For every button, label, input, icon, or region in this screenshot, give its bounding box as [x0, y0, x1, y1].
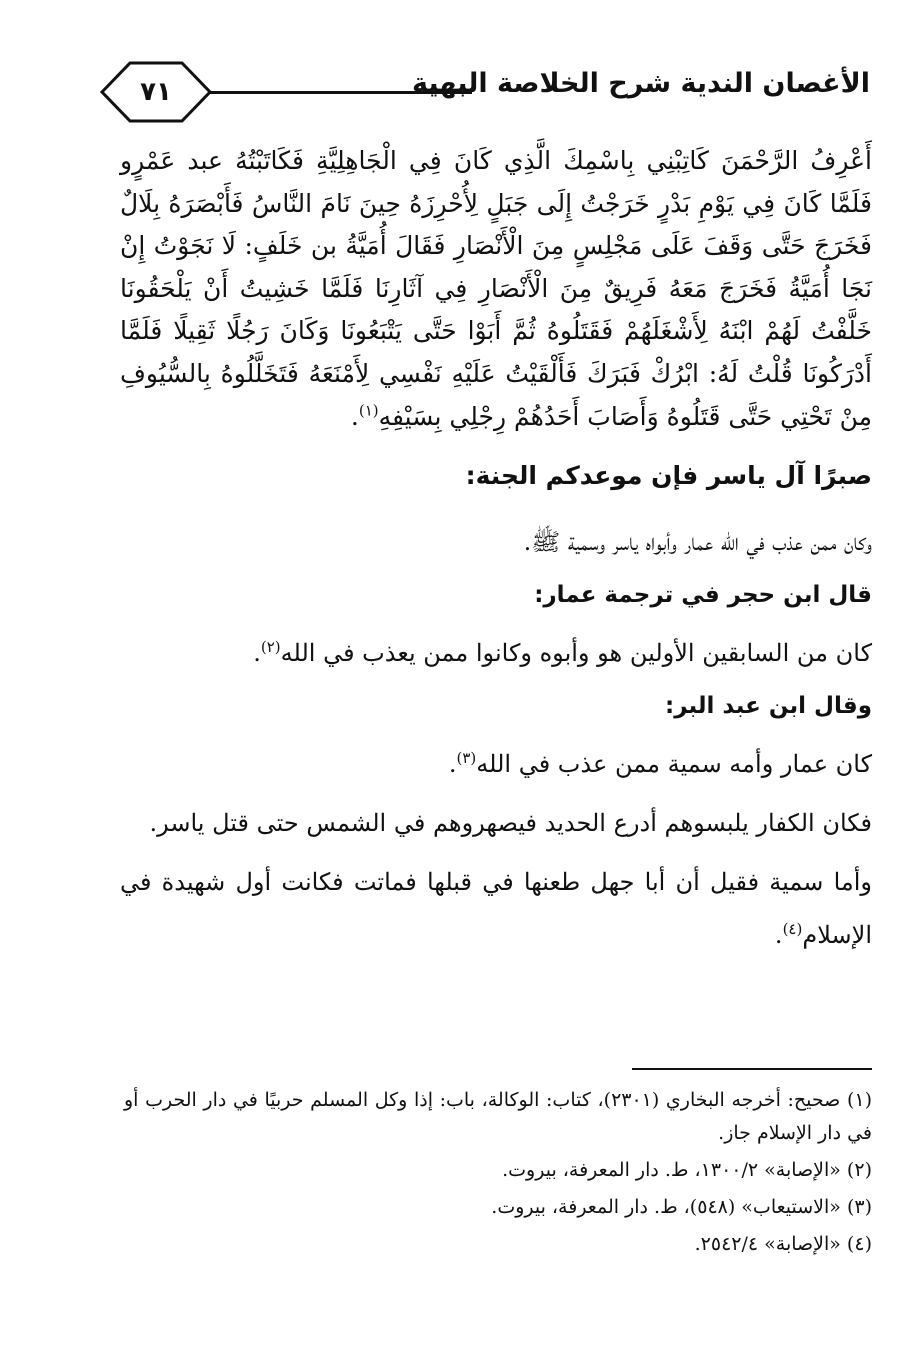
footnote-3: (٣) «الاستيعاب» (٥٤٨)، ط. دار المعرفة، بيروت. — [491, 1196, 872, 1218]
paragraph-2-text: كان من السابقين الأولين هو وأبوه وكانوا ممن يعذب في الله — [280, 639, 872, 668]
footnote-ref-4: (٤) — [782, 920, 803, 939]
footnotes — [124, 1084, 872, 1265]
section-heading: صبرًا آل ياسر فإن موعدكم الجنة: — [465, 461, 872, 491]
narration-text: أَعْرِفُ الرَّحْمَنَ كَاتِبْنِي بِاسْمِكَ الَّذِي كَانَ فِي الْجَاهِلِيَّةِ فَكَاتَبْتُهُ عبد عَمْرٍو فَلَمَّا كَانَ فِي يَوْمِ بَدْرٍ خَرَجْتُ إِلَى جَبَلٍ لِأُحْرِزَهُ حِينَ نَامَ النَّاسُ فَأَبْصَرَهُ بِلَالٌ فَخَرَجَ حَتَّى وَقَفَ عَلَى مَجْلِسٍ مِنَ الْأَنْصَارِ فَقَالَ أُمَيَّةُ بن خَلَفٍ: لَا نَجَوْتُ إِنْ نَجَا أُمَيَّةُ فَخَرَجَ مَعَهُ فَرِيقٌ مِنَ الْأَنْصَارِ فِي آثَارِنَا فَلَمَّا خَشِيتُ أَنْ يَلْحَقُونَا خَلَّفْتُ لَهُمْ ابْنَهُ لِأَشْغَلَهُمْ فَقَتَلُوهُ ثُمَّ أَبَوْا حَتَّى يَتْبَعُونَا وَكَانَ رَجُلًا ثَقِيلًا فَلَمَّا أَدْرَكُونَا قُلْتُ لَهُ: ابْرُكْ فَبَرَكَ فَأَلْقَيْتُ عَلَيْهِ نَفْسِي لِأَمْنَعَهُ فَتَخَلَّلُوهُ بِالسُّيُوفِ مِنْ تَحْتِي حَتَّى قَتَلُوهُ وَأَصَابَ أَحَدُهُمْ رِجْلِي بِسَيْفِهِ — [120, 146, 872, 431]
footnote-ref-2: (٢) — [260, 638, 281, 657]
paragraph-5: وأما سمية فقيل أن أبا جهل طعنها في قبلها فماتت فكانت أول شهيدة في الإسلام$^{(٤)}$. — [120, 868, 872, 950]
paragraph-4: فكان الكفار يلبسوهم أدرع الحديد فيصهروهم في الشمس حتى قتل ياسر. — [149, 809, 872, 838]
paragraph-5-text: وأما سمية فقيل أن أبا جهل طعنها في قبلها فماتت فكانت أول شهيدة في الإسلام — [120, 868, 872, 950]
page-header — [100, 60, 870, 136]
footnote-1: (١) صحيح: أخرجه البخاري (٢٣٠١)، كتاب: الوكالة، باب: إذا وكل المسلم حربيًا في دار الحرب أو في دار الإسلام جاز. — [124, 1089, 872, 1144]
quoted-narration: أَعْرِفُ الرَّحْمَنَ كَاتِبْنِي بِاسْمِكَ الَّذِي كَانَ فِي الْجَاهِلِيَّةِ فَكَاتَبْتُهُ عبد عَمْرٍو فَلَمَّا كَانَ فِي يَوْمِ بَدْرٍ خَرَجْتُ إِلَى جَبَلٍ لِأُحْرِزَهُ حِينَ نَامَ النَّاسُ فَأَبْصَرَهُ بِلَالٌ فَخَرَجَ حَتَّى وَقَفَ عَلَى مَجْلِسٍ مِنَ الْأَنْصَارِ فَقَالَ أُمَيَّةُ بن خَلَفٍ: لَا نَجَوْتُ إِنْ نَجَا أُمَيَّةُ فَخَرَجَ مَعَهُ فَرِيقٌ مِنَ الْأَنْصَارِ فِي آثَارِنَا فَلَمَّا خَشِيتُ أَنْ يَلْحَقُونَا خَلَّفْتُ لَهُمْ ابْنَهُ لِأَشْغَلَهُمْ فَقَتَلُوهُ ثُمَّ أَبَوْا حَتَّى يَتْبَعُونَا وَكَانَ رَجُلًا ثَقِيلًا فَلَمَّا أَدْرَكُونَا قُلْتُ لَهُ: ابْرُكْ فَبَرَكَ فَأَلْقَيْتُ عَلَيْهِ نَفْسِي لِأَمْنَعَهُ فَتَخَلَّلُوهُ بِالسُّيُوفِ مِنْ تَحْتِي حَتَّى قَتَلُوهُ وَأَصَابَ أَحَدُهُمْ رِجْلِي بِسَيْفِهِ$^{(١)}$. — [120, 146, 872, 431]
main-content — [120, 140, 872, 968]
page-number-badge — [100, 60, 212, 124]
subheading-ibn-hajar: قال ابن حجر في ترجمة عمار: — [534, 582, 872, 609]
subheading-ibn-abd-albarr: وقال ابن عبد البر: — [665, 693, 872, 720]
paragraph-3-text: كان عمار وأمه سمية ممن عذب في الله — [476, 750, 872, 779]
footnote-separator — [632, 1068, 872, 1070]
paragraph-1: وكان ممن عذب في الله عمار وأبواه ياسر وسمية ﷺ. — [523, 528, 872, 557]
paragraph-2: كان من السابقين الأولين هو وأبوه وكانوا ممن يعذب في الله$^{(٢)}$. — [253, 638, 872, 668]
footnote-ref-3: (٣) — [456, 749, 477, 768]
paragraph-3: كان عمار وأمه سمية ممن عذب في الله$^{(٣)}$. — [448, 749, 872, 779]
footnote-4: (٤) «الإصابة» ٢٥٤٢/٤. — [694, 1233, 872, 1255]
running-title: الأغصان الندية شرح الخلاصة البهية — [412, 68, 870, 99]
footnote-ref-1: (١) — [358, 401, 379, 420]
page-number: ٧١ — [140, 77, 172, 107]
header-rule — [208, 91, 472, 94]
footnote-2: (٢) «الإصابة» ١٣٠٠/٢، ط. دار المعرفة، بيروت. — [502, 1159, 872, 1181]
